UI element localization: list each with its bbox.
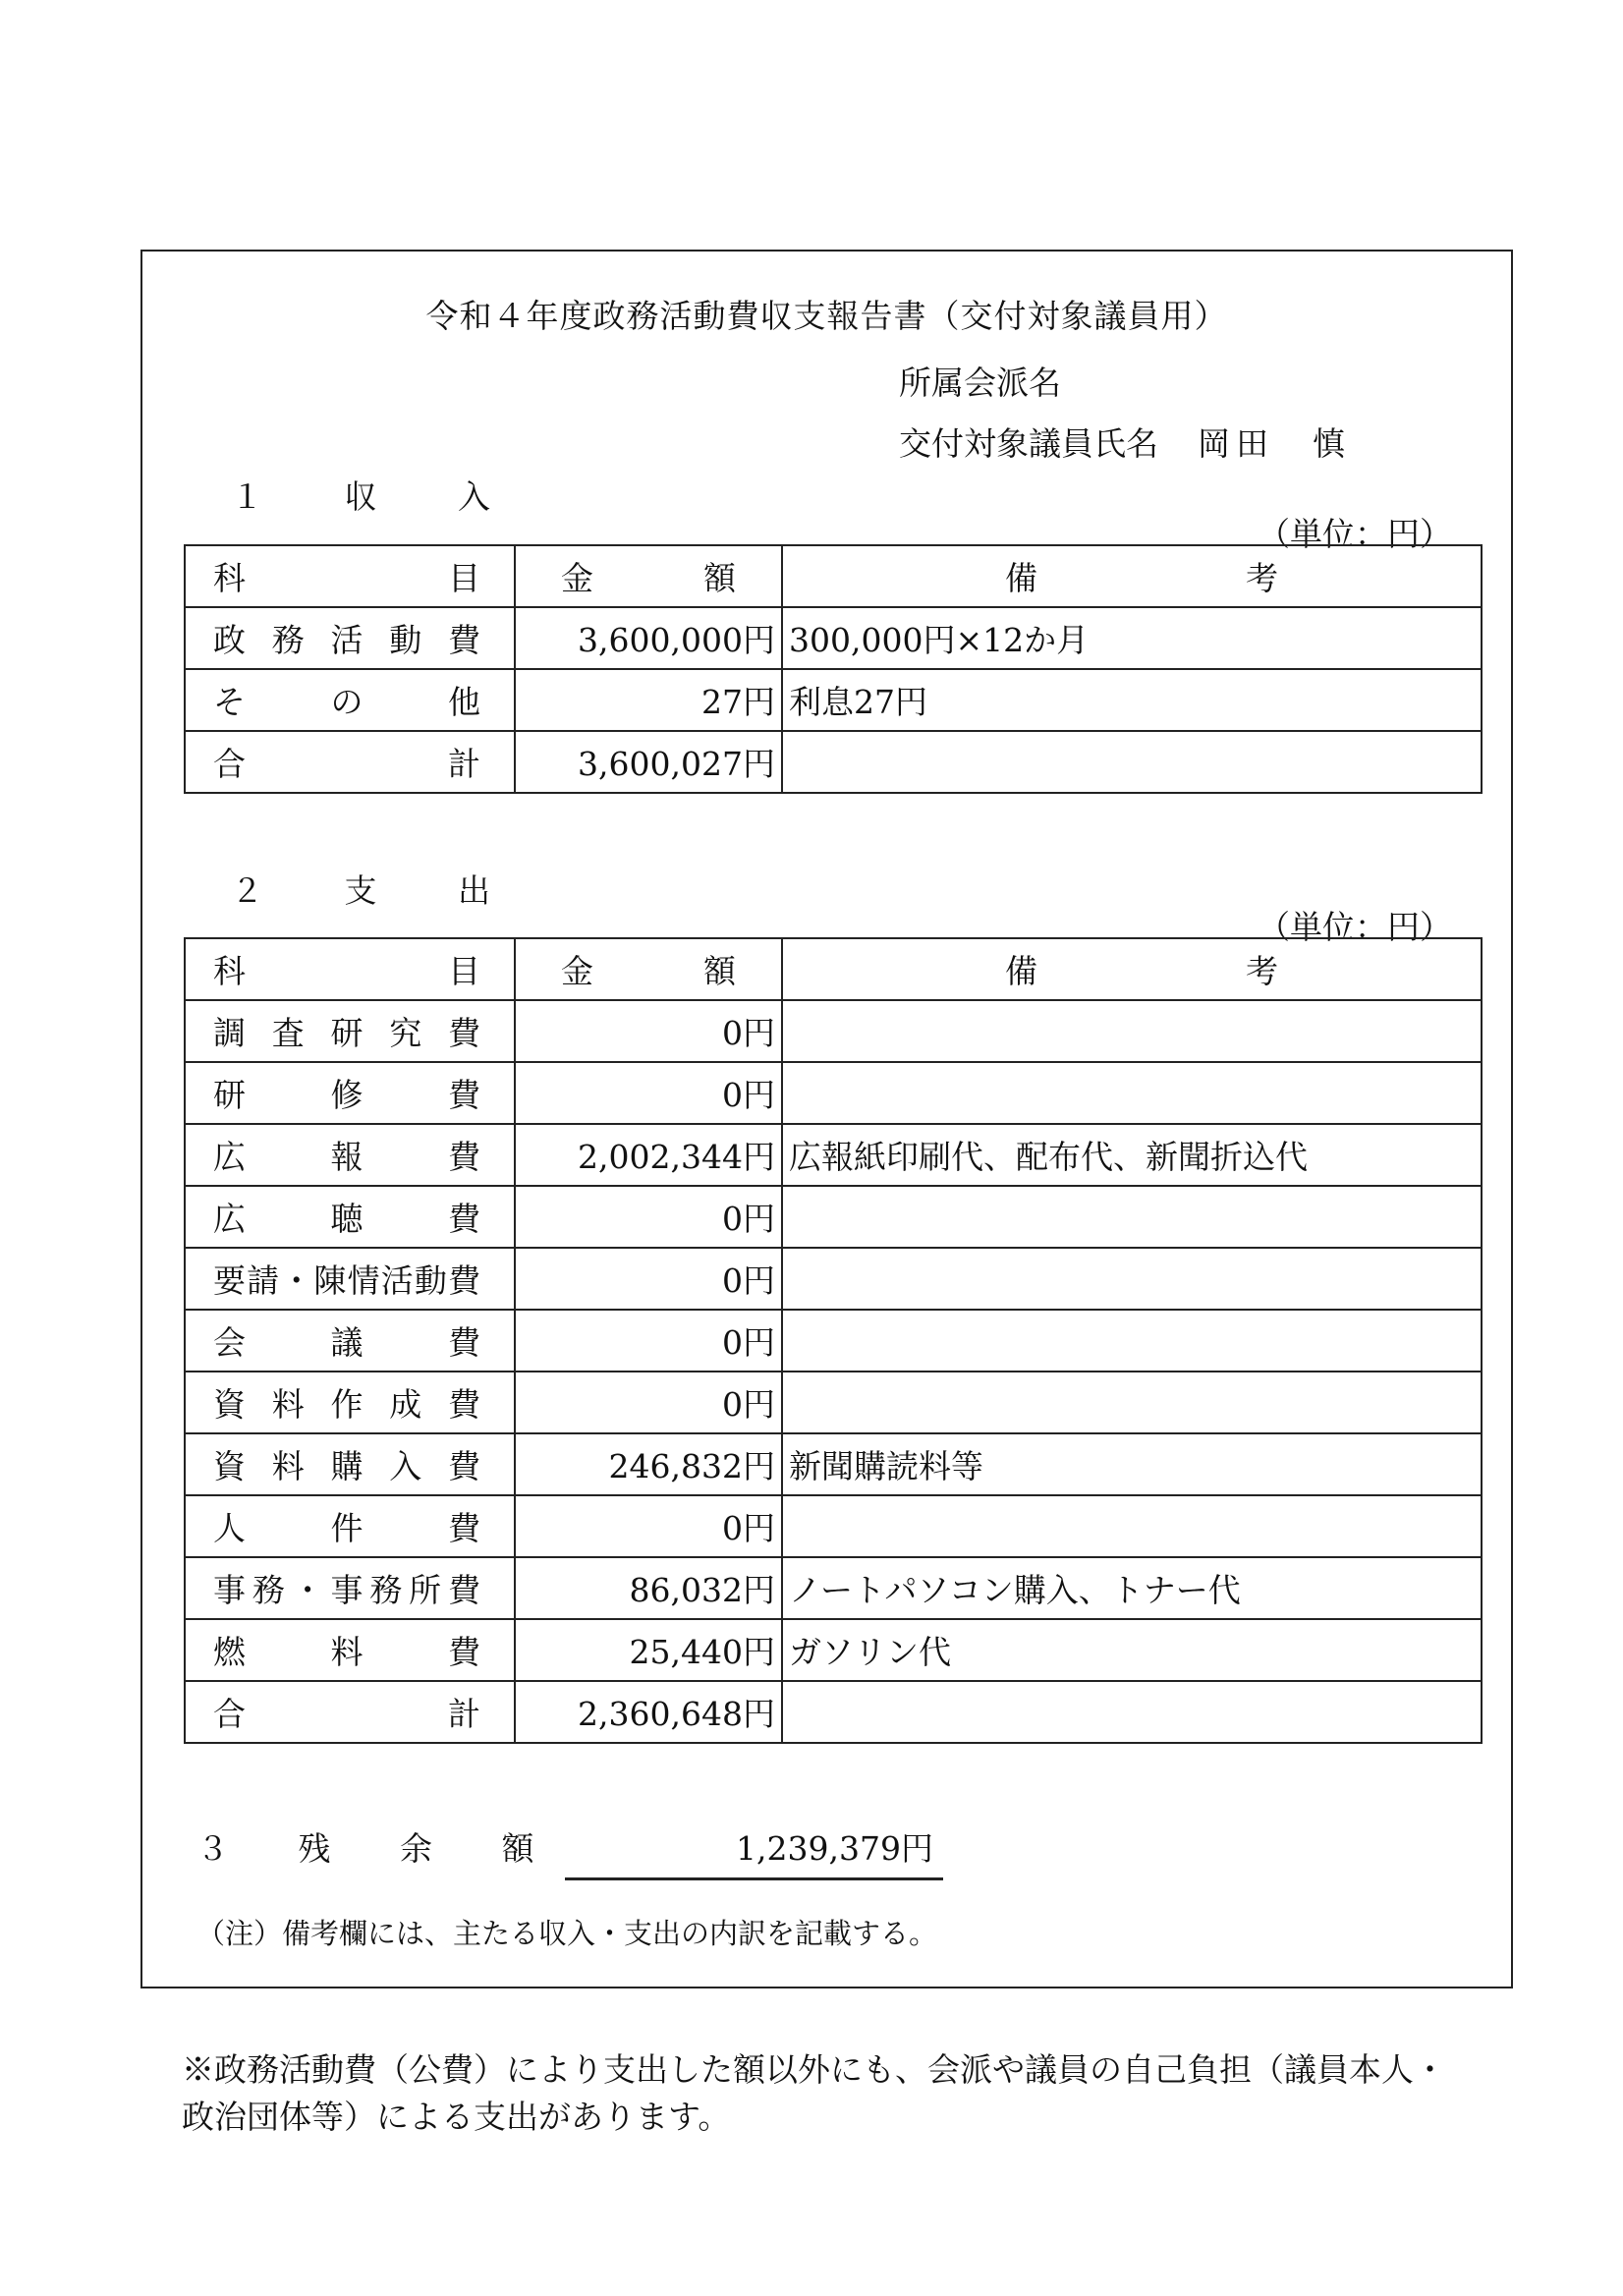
expense-row [185, 1310, 1482, 1372]
income-item-label: 政 務 活 動 費 [213, 621, 480, 659]
expense-item-label: 合 計 [213, 1695, 480, 1733]
expense-item-cell [185, 1000, 515, 1062]
expense-item-cell [185, 1619, 515, 1681]
expense-item-cell [185, 1124, 515, 1186]
header-note-right: 考 [1246, 952, 1278, 990]
expense-row [185, 1000, 1482, 1062]
expense-item-cell [185, 1310, 515, 1372]
remainder-line [196, 1823, 933, 1870]
expense-item-label: 資 料 購 入 費 [213, 1447, 480, 1485]
expense-note [782, 1310, 1482, 1372]
expense-item-label: 資 料 作 成 費 [213, 1385, 480, 1424]
expense-amount: 0円 [515, 1062, 782, 1124]
expense-item-label: 事 務 ・ 事 務 所 費 [213, 1571, 480, 1609]
expense-note [782, 1000, 1482, 1062]
expense-item-label: 研 修 費 [213, 1076, 480, 1114]
expense-note [782, 1681, 1482, 1743]
expense-note: ガソリン代 [782, 1619, 1482, 1681]
expense-row [185, 1062, 1482, 1124]
expense-item-label: 人 件 費 [213, 1509, 480, 1547]
report-title: 令和４年度政務活動費収支報告書（交付対象議員用） [425, 297, 1228, 335]
income-item-cell [185, 607, 515, 669]
income-note: 300,000円×12か月 [782, 607, 1482, 669]
expense-item-cell [185, 1062, 515, 1124]
income-amount: 3,600,000円 [515, 607, 782, 669]
expense-row [185, 1186, 1482, 1248]
expense-heading: ２ 支 出 [231, 871, 526, 910]
header-item-text: 科 目 [213, 952, 480, 990]
header-amount-right: 額 [703, 952, 736, 990]
expense-item-label: 広 報 費 [213, 1138, 480, 1176]
income-amount: 27円 [515, 669, 782, 731]
income-note: 利息27円 [782, 669, 1482, 731]
expense-row [185, 1433, 1482, 1495]
member-name: 岡田 慎 [1198, 424, 1351, 463]
expense-amount: 246,832円 [515, 1433, 782, 1495]
expense-row [185, 1557, 1482, 1619]
expense-amount: 2,002,344円 [515, 1124, 782, 1186]
expense-row [185, 1124, 1482, 1186]
faction-line [899, 358, 1100, 404]
expense-row [185, 1372, 1482, 1433]
faction-label: 所属会派名 [899, 364, 1061, 402]
expense-row [185, 1619, 1482, 1681]
income-amount: 3,600,027円 [515, 731, 782, 793]
income-item-label: そ の 他 [213, 683, 480, 721]
expense-header-row [185, 938, 1482, 1000]
expense-item-label: 要 請 ・ 陳 情 活 動 費 [213, 1261, 480, 1300]
expense-note [782, 1186, 1482, 1248]
expense-note [782, 1495, 1482, 1557]
header-amount-left: 金 [561, 559, 593, 597]
expense-amount: 0円 [515, 1000, 782, 1062]
expense-note: ノートパソコン購入、トナー代 [782, 1557, 1482, 1619]
income-item-cell [185, 669, 515, 731]
remainder-label: ３ 残 余 額 [196, 1829, 564, 1868]
expense-item-cell [185, 1186, 515, 1248]
income-table [184, 544, 1483, 794]
income-row [185, 607, 1482, 669]
expense-item-cell [185, 1372, 515, 1433]
expense-note [782, 1062, 1482, 1124]
expense-unit: （単位：円） [1258, 908, 1452, 946]
expense-amount: 25,440円 [515, 1619, 782, 1681]
expense-row [185, 1495, 1482, 1557]
report-frame [140, 250, 1513, 1988]
expense-table [184, 937, 1483, 1744]
expense-amount: 0円 [515, 1372, 782, 1433]
expense-note [782, 1372, 1482, 1433]
expense-row [185, 1248, 1482, 1310]
expense-item-cell [185, 1433, 515, 1495]
expense-item-cell [185, 1681, 515, 1743]
expense-amount: 0円 [515, 1186, 782, 1248]
income-item-label: 合 計 [213, 745, 480, 783]
expense-item-label: 燃 料 費 [213, 1633, 480, 1671]
header-amount [515, 545, 782, 607]
income-heading: １ 収 入 [231, 477, 526, 516]
expense-item-label: 調 査 研 究 費 [213, 1014, 480, 1052]
expense-amount: 2,360,648円 [515, 1681, 782, 1743]
income-row [185, 731, 1482, 793]
member-line [899, 419, 1351, 465]
header-item [185, 545, 515, 607]
footnote: ※政務活動費（公費）により支出した額以外にも、会派や議員の自己負担（議員本人・政治団体等）による支出があります。 [182, 2050, 1446, 2136]
header-note-left: 備 [1005, 952, 1037, 990]
expense-amount: 0円 [515, 1495, 782, 1557]
expense-item-cell [185, 1495, 515, 1557]
header-note-right: 考 [1246, 559, 1278, 597]
header-note-left: 備 [1005, 559, 1037, 597]
expense-item-label: 会 議 費 [213, 1323, 480, 1362]
expense-amount: 0円 [515, 1310, 782, 1372]
expense-item-cell [185, 1248, 515, 1310]
income-header-row [185, 545, 1482, 607]
expense-amount: 0円 [515, 1248, 782, 1310]
header-amount-left: 金 [561, 952, 593, 990]
expense-note: 新聞購読料等 [782, 1433, 1482, 1495]
table-note: （注）備考欄には、主たる収入・支出の内訳を記載する。 [196, 1917, 938, 1950]
expense-item-label: 広 聴 費 [213, 1200, 480, 1238]
expense-item-cell [185, 1557, 515, 1619]
member-label: 交付対象議員氏名 [899, 424, 1158, 463]
header-amount-right: 額 [703, 559, 736, 597]
header-note [782, 938, 1482, 1000]
expense-note [782, 1248, 1482, 1310]
header-amount [515, 938, 782, 1000]
income-row [185, 669, 1482, 731]
income-unit: （単位：円） [1258, 515, 1452, 553]
header-item [185, 938, 515, 1000]
remainder-value: 1,239,379円 [565, 1823, 943, 1880]
header-item-text: 科 目 [213, 559, 480, 597]
expense-amount: 86,032円 [515, 1557, 782, 1619]
income-item-cell [185, 731, 515, 793]
header-note [782, 545, 1482, 607]
expense-row [185, 1681, 1482, 1743]
expense-note: 広報紙印刷代、配布代、新聞折込代 [782, 1124, 1482, 1186]
income-note [782, 731, 1482, 793]
